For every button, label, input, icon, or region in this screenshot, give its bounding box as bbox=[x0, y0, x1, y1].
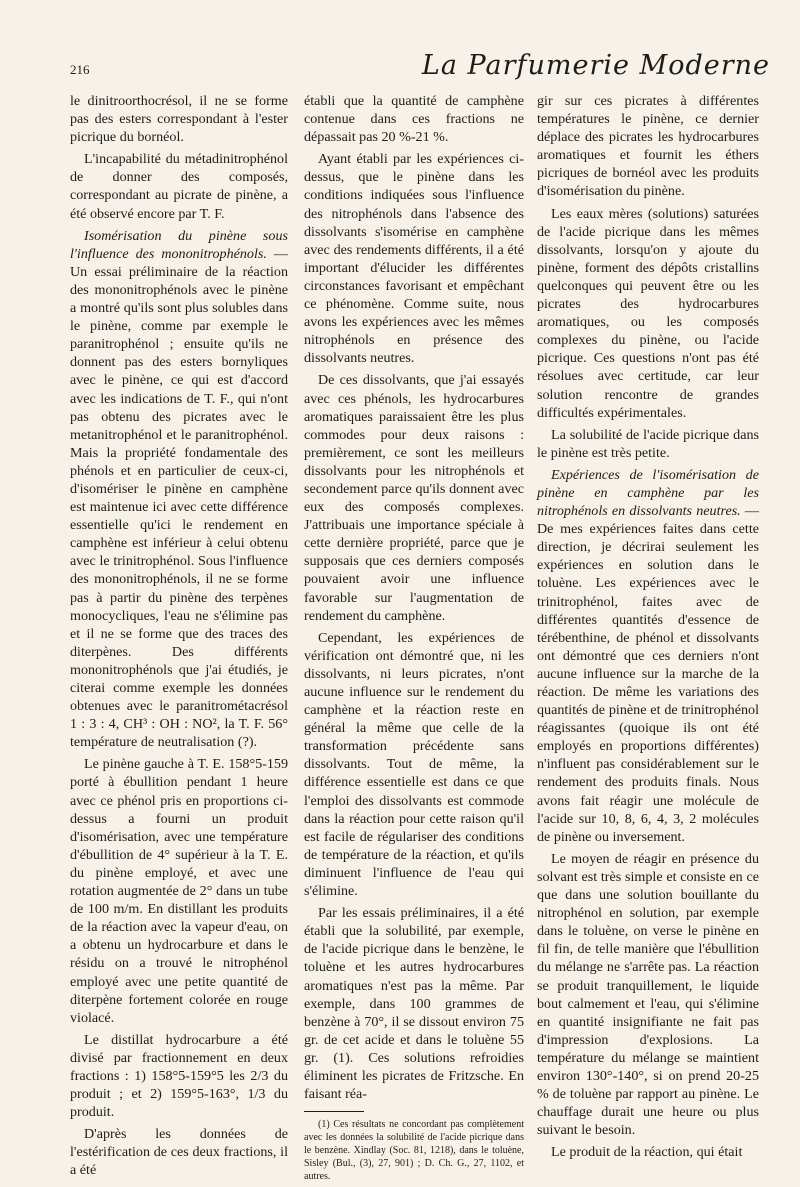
paragraph: La solubilité de l'acide picrique dans le pinène est très petite. bbox=[537, 426, 759, 461]
paragraph: Le distillat hydrocarbure a été divisé par fractionnement en deux fractions : 1) 158°5-159°5 les 2/3 du produit ; et 2) 159°5-163°, 1/3 du produit. bbox=[70, 1031, 288, 1121]
paragraph: gir sur ces picrates à différentes températures le pinène, ce dernier déplace des picrates les hydrocarbures aromatiques et fournit les éthers picriques de bornéol avec les produits d'isomérisation du pinène. bbox=[537, 93, 759, 200]
section-heading: Expériences de l'isomérisation de pinène en camphène par les nitrophénols en dissolvants neutres. bbox=[537, 466, 759, 520]
paragraph: Cependant, les expériences de vérification ont démontré que, ni les dissolvants, ni leurs picrates, n'ont aucune influence sur le rendement du camphène et la réaction reste en général la même que celle de la transformation précédente sans dissolvants. Tout de même, la différence essentielle est dans ce que l'emploi des dissolvants est commode dans la réaction pour cette raison qu'il est facile de régulariser des conditions de température de la réaction, et qu'ils diminuent l'influence de l'eau qui s'élimine. bbox=[304, 629, 524, 900]
footnote-divider bbox=[304, 1111, 364, 1112]
paragraph-text: — Un essai préliminaire de la réaction des mononitrophénols avec le pinène a montré qu'ils sont plus solubles dans le pinène, comme par exemple le paranitrophénol ; ensuite qu'ils ne donnent pas des esters bornyliques avec le pinène, ce qui est d'accord avec les indications de T. F., qui n'ont pas obtenu des picrates avec le metanitrophénol et le paranitrophénol. Mais la propriété fondamentale des phénols et en particulier de ceux-ci, d'isomériser le pinène en camphène est maintenue ici avec cette différence essentielle qu'ici le rendement en camphène est inférieur à celui obtenu avec le trinitrophénol. Sous l'influence des mononitrophénols, il ne se forme pas à partir du pinène des terpènes monocycliques, l'eau ne s'élimine pas et il ne se forme que des traces des diterpènes. Des différents mononitrophénols que j'ai étudiés, je citerai comme exemple les données obtenues avec le paranitrométacrésol 1 : 3 : 4, CH³ : OH : NO², la T. F. 56° température de neutralisation (?). bbox=[70, 245, 288, 751]
paragraph: D'après les données de l'estérification de ces deux fractions, il a été bbox=[70, 1126, 288, 1179]
paragraph: L'incapabilité du métadinitrophénol de donner des composés, correspondant au picrate de pinène, a été observé encore par T. F. bbox=[70, 151, 288, 222]
paragraph bbox=[537, 466, 759, 846]
text-column-3 bbox=[537, 92, 759, 1165]
paragraph: Le pinène gauche à T. E. 158°5-159 porté à ébullition pendant 1 heure avec ce phénol pris en proportions ci-dessus a fourni un produit d'isomérisation, avec une température d'ébullition de 4° supérieur à la T. E. du pinène employé, et avec une rotation augmentée de 2° dans un tube de 100 m/m. En distillant les produits de la réaction avec la vapeur d'eau, on a obtenu un hydrocarbure et dans le résidu on a trouvé le nitrophénol employé avec une petite quantité de diterpène fortement colorée en rouge violacé. bbox=[70, 756, 288, 1026]
footnote: (1) Ces résultats ne concordant pas complètement avec les données la solubilité de l'acide picrique dans le benzène. Xindlay (Soc. 81, 1218), dans le toluène, Sisley (Bul., (3), 27, 901) ; D. Ch. G., 27, 1102, et autres. bbox=[304, 1119, 524, 1183]
paragraph: Le moyen de réagir en présence du solvant est très simple et consiste en ce que dans une solution bouillante du nitrophénol en solution, par exemple dans le toluène, on verse le pinène en fil fin, de telle manière que l'ébullition du mélange ne s'arrête pas. La réaction se produit tranquillement, le liquide bout calmement et l'eau, qui s'élimine en quantité insignifiante ne fait pas d'impression d'explosions. La température du mélange se maintient environ 130°-140°, si on prend 20-25 % de toluène par rapport au pinène. Le chauffage durait une heure ou plus suivant le besoin. bbox=[537, 850, 759, 1139]
paragraph: De ces dissolvants, que j'ai essayés avec ces phénols, les hydrocarbures aromatiques paraissaient être les plus commodes pour deux raisons : premièrement, ce sont les meilleurs dissolvants pour les nitrophénols et secondement parce qu'ils donnent avec eux des composés complexes. J'attribuais une importance spéciale à cette dernière propriété, parce que je supposais que ces derniers composés pouvaient avoir une influence favorable sur l'augmentation de rendement du camphène. bbox=[304, 372, 524, 624]
paragraph-text: — De mes expériences faites dans cette direction, je décrirai seulement les expériences en solution dans le toluène. Les expériences avec le trinitrophénol, faites avec de différentes quantités d'essence de térébenthine, de phénol et dissolvants ont démontré que ces derniers n'ont aucune influence sur la marche de la réaction. De même les variations des quantités de pinène et de trinitrophénol réagissantes (quoique ils ont été employés en proportions différentes) n'influent pas considérablement sur le rendement des produits finals. Nous avons fait réagir une molécule de l'acide sur 10, 8, 6, 4, 3, 2 molécules de pinène ou inversement. bbox=[537, 503, 759, 845]
paragraph: Les eaux mères (solutions) saturées de l'acide picrique dans les mêmes dissolvants, lorsqu'on y ajoute du pinène, forment des dépôts cristallins quelconques qui peuvent être ou les picrates des hydrocarbures aromatiques, ou les composés complexes du pinène, ou l'acide picrique. Ces questions n'ont pas été résolues avec certitude, car leur solution rencontre de grandes difficultés expérimentales. bbox=[537, 205, 759, 421]
journal-masthead: La Parfumerie Moderne bbox=[421, 50, 770, 81]
paragraph: Par les essais préliminaires, il a été établi que la solubilité, par exemple, de l'acide picrique dans le benzène, le toluène et les autres hydrocarbures aromatiques n'est pas la même. Par exemple, dans 100 grammes de benzène à 70°, il se dissout environ 75 gr. de cet acide et dans le toluène 55 gr. (1). Ces solutions refroidies éliminent les picrates de Fritzsche. En faisant réa- bbox=[304, 905, 524, 1103]
paragraph: Le produit de la réaction, qui était bbox=[551, 1144, 743, 1161]
section-heading: Isomérisation du pinène sous l'influence des mononitrophénols. bbox=[70, 227, 288, 262]
paragraph: Ayant établi par les expériences ci-dessus, que le pinène dans les conditions indiquées sous l'influence des nitrophénols dans l'absence des dissolvants s'isomérise en camphène avec des rendements différents, il a été important d'élucider les différentes circonstances favorisant et empêchant ce phénomène. Comme suite, nous avons les expériences avec les mêmes nitrophénols en présence des dissolvants neutres. bbox=[304, 151, 524, 367]
paragraph: le dinitroorthocrésol, il ne se forme pas des esters correspondant à l'ester picrique du bornéol. bbox=[70, 93, 288, 146]
page-number: 216 bbox=[70, 62, 90, 77]
text-column-2 bbox=[304, 92, 524, 1187]
paragraph bbox=[70, 227, 288, 752]
text-column-1 bbox=[70, 92, 288, 1184]
paragraph: établi que la quantité de camphène contenue dans ces fractions ne dépassait pas 20 %-21 %. bbox=[304, 93, 524, 146]
